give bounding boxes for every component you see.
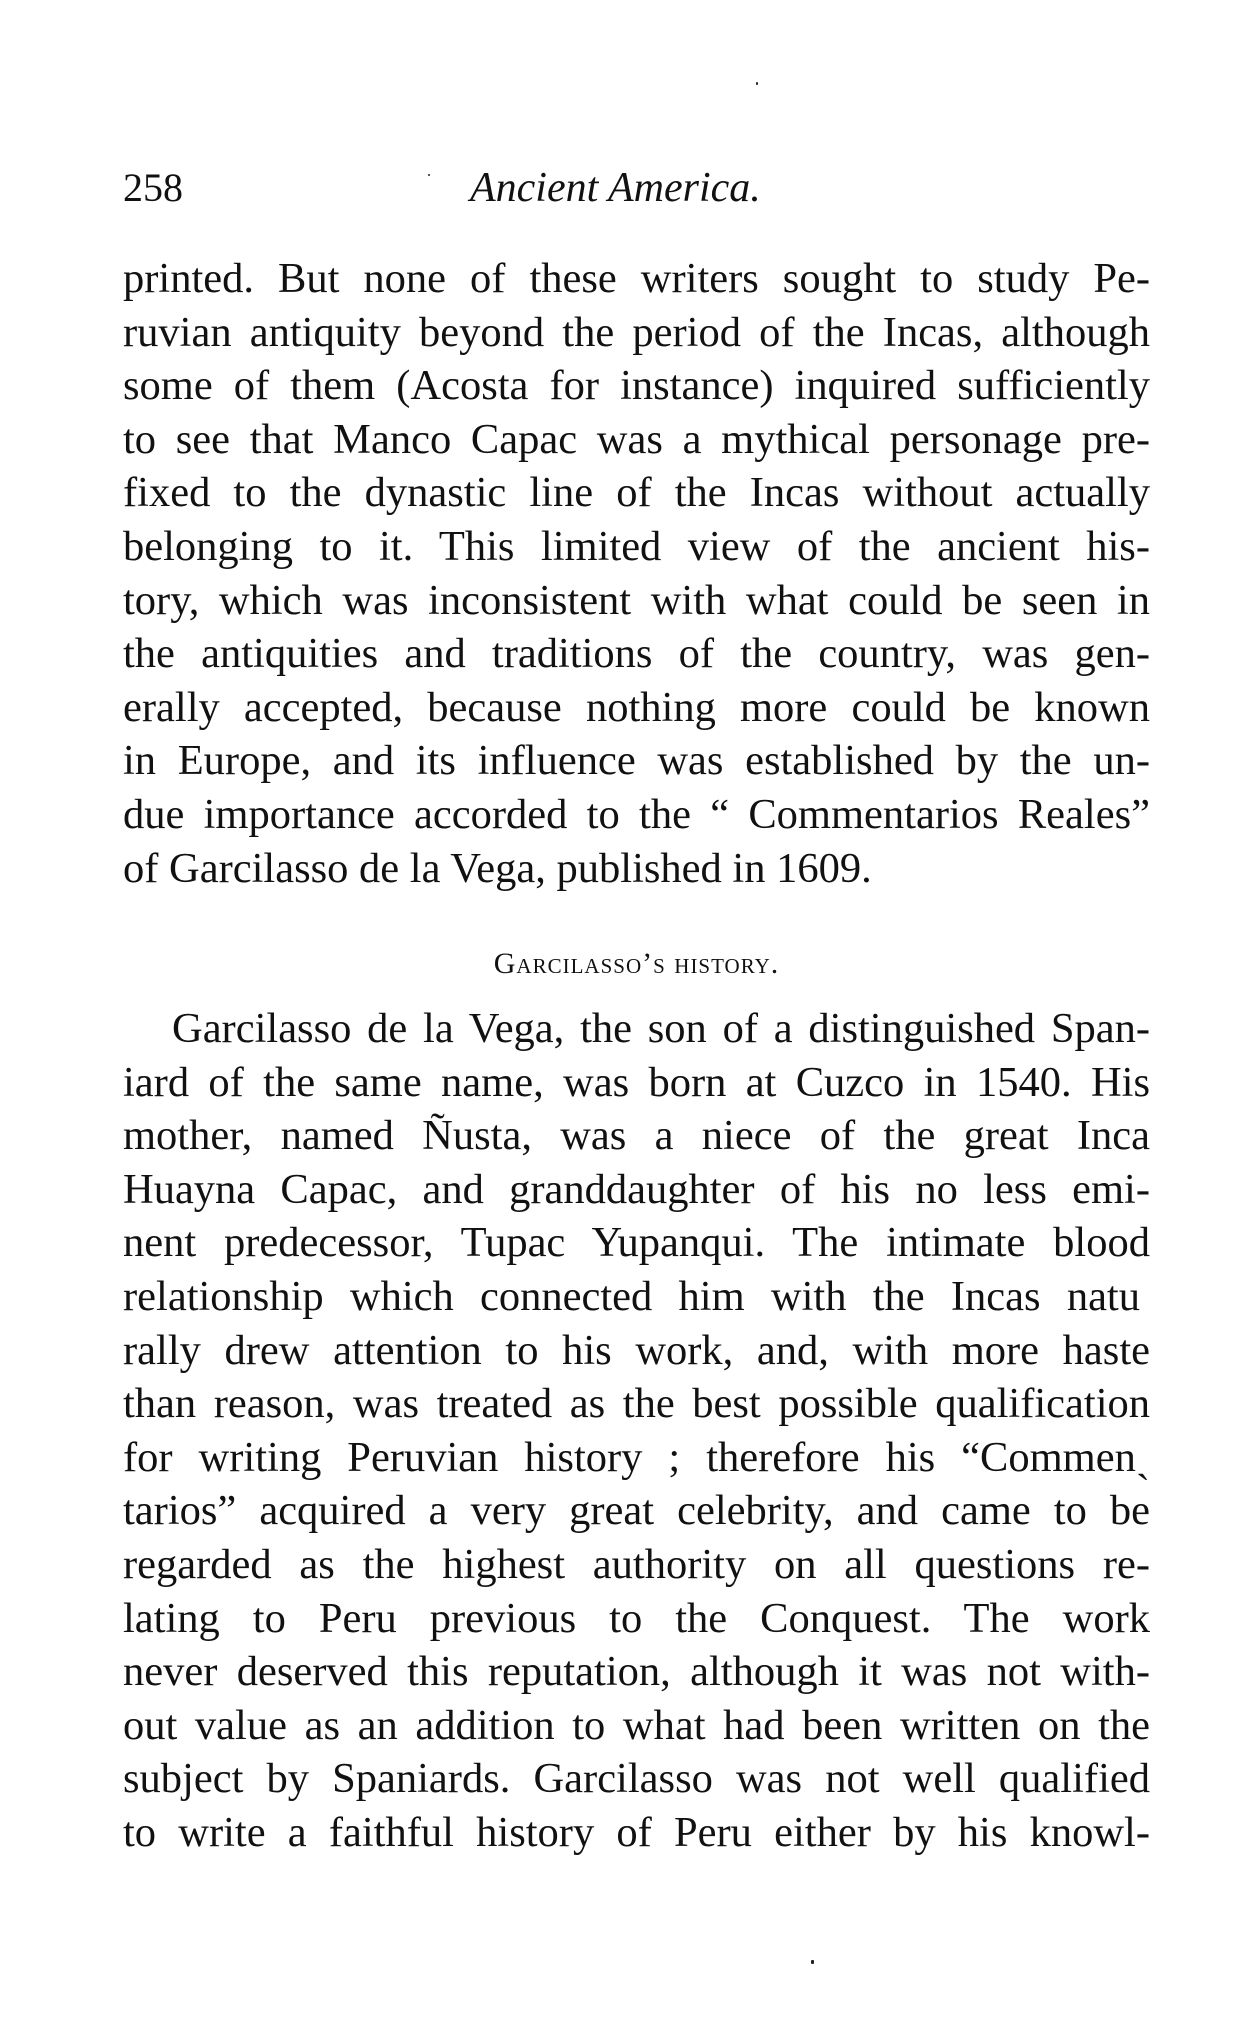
text-line: tory, which was inconsistent with what could be seen in <box>123 576 1150 624</box>
running-head <box>123 166 1150 210</box>
text-line: for writing Peruvian history ; therefore his “Commenˎ <box>123 1433 1150 1481</box>
text-line: the antiquities and traditions of the country, was gen- <box>123 630 1150 678</box>
text-line: in Europe, and its influence was established by the un- <box>123 737 1150 785</box>
text-line: mother, named Ñusta, was a niece of the great Inca <box>123 1112 1150 1160</box>
text-line: relationship which connected him with the Incas natu <box>123 1272 1140 1320</box>
text-line: printed. But none of these writers sought to study Pe- <box>123 255 1150 302</box>
text-line: fixed to the dynastic line of the Incas without actually <box>123 469 1150 517</box>
text-line: lating to Peru previous to the Conquest. The work <box>123 1594 1150 1642</box>
text-line: some of them (Acosta for instance) inquired sufficiently <box>123 362 1150 410</box>
text-line: Huayna Capac, and granddaughter of his no less emi- <box>123 1165 1150 1213</box>
page-number: 258 <box>123 165 183 210</box>
scan-speck <box>756 82 758 85</box>
text-line: to see that Manco Capac was a mythical personage pre- <box>123 415 1150 463</box>
scan-speck <box>811 1960 814 1964</box>
text-line: to write a faithful history of Peru either by his knowl- <box>123 1808 1150 1856</box>
text-line: erally accepted, because nothing more could be known <box>123 683 1150 731</box>
text-line: never deserved this reputation, although it was not with- <box>123 1648 1150 1696</box>
text-line: rally drew attention to his work, and, with more haste <box>123 1326 1150 1374</box>
text-line: ruvian antiquity beyond the period of the Incas, although <box>123 308 1150 356</box>
text-line: out value as an addition to what had been written on the <box>123 1701 1150 1749</box>
text-line: than reason, was treated as the best possible qualification <box>123 1380 1150 1428</box>
text-line: regarded as the highest authority on all questions re- <box>123 1540 1150 1588</box>
paragraph-2 <box>123 1002 1150 1860</box>
text-line: due importance accorded to the “ Commentarios Reales” <box>123 790 1150 838</box>
section-heading: Garcilasso’s history. <box>493 947 780 980</box>
text-line: belonging to it. This limited view of the ancient his- <box>123 522 1150 570</box>
text-line: Garcilasso de la Vega, the son of a distinguished Span- <box>172 1005 1150 1052</box>
text-line: tarios” acquired a very great celebrity, and came to be <box>123 1487 1150 1535</box>
text-line: subject by Spaniards. Garcilasso was not well qualified <box>123 1755 1150 1803</box>
running-title: Ancient America. <box>470 165 761 211</box>
text-line: iard of the same name, was born at Cuzco in 1540. His <box>123 1058 1150 1106</box>
paragraph-1 <box>123 252 1150 895</box>
text-line: nent predecessor, Tupac Yupanqui. The intimate blood <box>123 1219 1150 1267</box>
text-line: of Garcilasso de la Vega, published in 1609. <box>123 844 872 892</box>
